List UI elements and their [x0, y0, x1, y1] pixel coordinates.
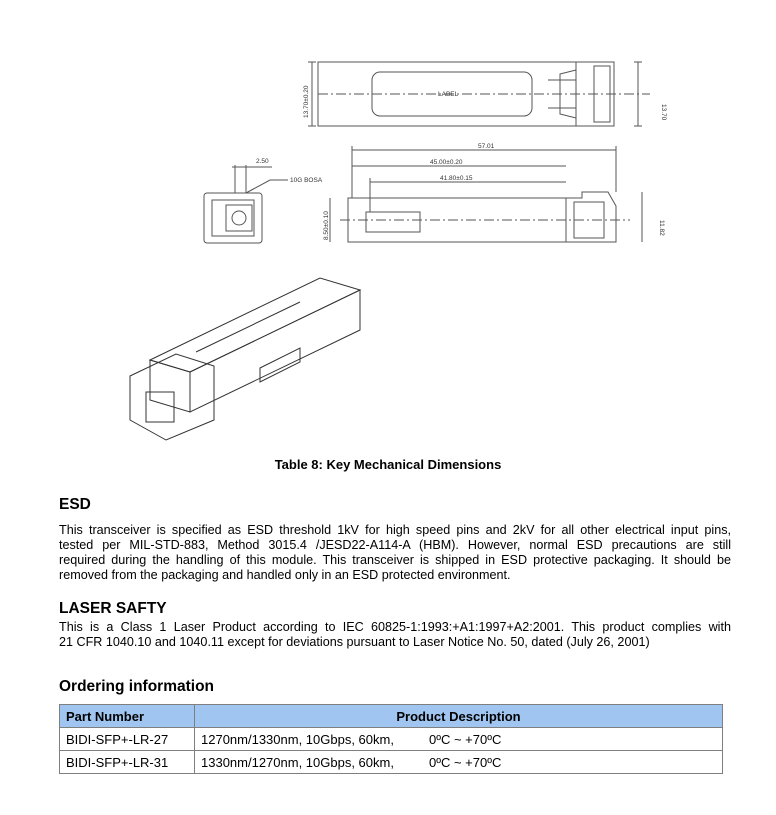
dim-1182: 11.82 — [658, 220, 665, 236]
table-row — [60, 751, 723, 774]
laser-heading: LASER SAFTY — [59, 600, 167, 617]
description-spec: 1270nm/1330nm, 10Gbps, 60km, — [201, 731, 394, 747]
top-view — [308, 62, 650, 126]
description-temp: 0ºC ~ +70ºC — [429, 754, 502, 770]
dim-1370: 13.70 — [660, 104, 667, 121]
description-cell — [195, 751, 723, 774]
header-product-description: Product Description — [195, 705, 723, 728]
header-part-number: Part Number — [60, 705, 195, 728]
bosa-label: 10G BOSA — [290, 177, 323, 184]
dim-250: 2.50 — [256, 158, 269, 165]
dim-5701: 57.01 — [478, 143, 495, 150]
dim-850: 8.50±0.10 — [323, 211, 330, 240]
esd-line: This transceiver is specified as ESD threshold 1kV for high speed pins and 2kV for all other electrical input pins, — [59, 523, 731, 537]
esd-heading: ESD — [59, 496, 91, 513]
description-temp: 0ºC ~ +70ºC — [429, 731, 502, 747]
part-number-cell: BIDI-SFP+-LR-27 — [60, 728, 195, 751]
laser-paragraph — [59, 620, 731, 650]
figure-caption: Table 8: Key Mechanical Dimensions — [274, 457, 502, 472]
part-number-cell: BIDI-SFP+-LR-31 — [60, 751, 195, 774]
table-row — [60, 728, 723, 751]
description-spec: 1330nm/1270nm, 10Gbps, 60km, — [201, 754, 394, 770]
ordering-heading: Ordering information — [59, 678, 214, 695]
label-text: LABEL — [438, 91, 459, 98]
dim-1370-left: 13.70±0.20 — [303, 85, 310, 118]
esd-paragraph — [59, 523, 731, 583]
ordering-table — [59, 704, 723, 774]
isometric-view — [130, 278, 360, 440]
description-cell — [195, 728, 723, 751]
esd-line: removed from the packaging and handled only in an ESD protected environment. — [59, 568, 511, 582]
esd-line: tested per MIL-STD-883, Method 3015.4 /JESD22-A114-A (HBM). However, normal ESD precautions are still — [59, 538, 731, 552]
laser-line: This is a Class 1 Laser Product according to IEC 60825-1:1993:+A1:1997+A2:2001. This product complies with — [59, 620, 731, 634]
front-view — [204, 165, 288, 243]
table-header-row — [60, 705, 723, 728]
dim-4500: 45.00±0.20 — [430, 159, 463, 166]
dim-4180: 41.80±0.15 — [440, 175, 473, 182]
side-view — [330, 146, 642, 242]
laser-line: 21 CFR 1040.10 and 1040.11 except for deviations pursuant to Laser Notice No. 50, dated (July 26, 2001) — [59, 635, 650, 649]
esd-line: required during the handling of this module. This transceiver is shipped in ESD protective packaging. It should be — [59, 553, 731, 567]
